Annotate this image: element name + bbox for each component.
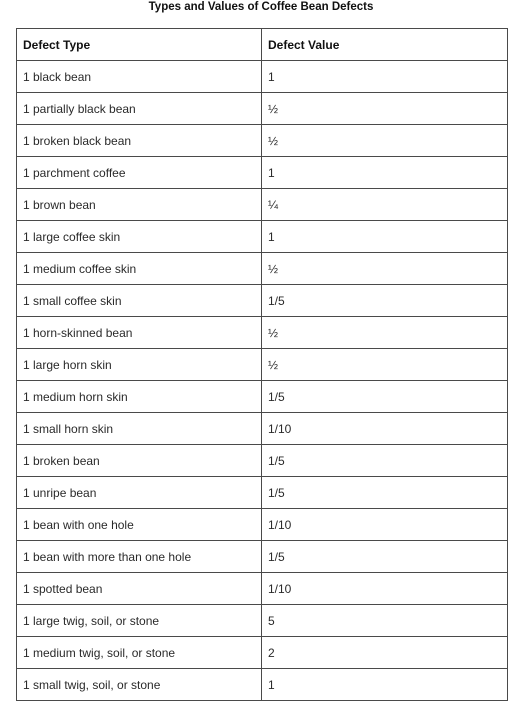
defect-type-cell: 1 spotted bean	[17, 573, 262, 605]
defect-type-cell: 1 bean with more than one hole	[17, 541, 262, 573]
defect-value-cell: 1	[262, 157, 508, 189]
table-row	[17, 477, 508, 509]
defect-type-cell: 1 bean with one hole	[17, 509, 262, 541]
defect-value-cell: 1/5	[262, 541, 508, 573]
header-defect-type: Defect Type	[17, 29, 262, 61]
defect-value-cell: 1/5	[262, 285, 508, 317]
defect-type-cell: 1 broken black bean	[17, 125, 262, 157]
defect-type-cell: 1 large horn skin	[17, 349, 262, 381]
table-row	[17, 381, 508, 413]
table-row	[17, 413, 508, 445]
table-row	[17, 93, 508, 125]
defect-type-cell: 1 unripe bean	[17, 477, 262, 509]
defect-value-cell: ½	[262, 317, 508, 349]
defect-value-cell: 1/10	[262, 573, 508, 605]
table-row	[17, 509, 508, 541]
defect-type-cell: 1 small coffee skin	[17, 285, 262, 317]
table-row	[17, 541, 508, 573]
table-row	[17, 349, 508, 381]
defect-type-cell: 1 large twig, soil, or stone	[17, 605, 262, 637]
defect-value-cell: 1/5	[262, 477, 508, 509]
defect-value-cell: ½	[262, 93, 508, 125]
table-head	[17, 29, 508, 61]
table-caption: Types and Values of Coffee Bean Defects	[148, 1, 374, 13]
table-row	[17, 445, 508, 477]
defect-value-cell: 1	[262, 669, 508, 701]
defect-type-cell: 1 partially black bean	[17, 93, 262, 125]
header-row	[17, 29, 508, 61]
table-row	[17, 669, 508, 701]
defect-type-cell: 1 small horn skin	[17, 413, 262, 445]
defect-value-cell: 1	[262, 61, 508, 93]
table-row	[17, 189, 508, 221]
table-row	[17, 157, 508, 189]
defect-value-cell: 1/10	[262, 509, 508, 541]
table-row	[17, 253, 508, 285]
defect-value-cell: 1/5	[262, 381, 508, 413]
defect-value-cell: ½	[262, 349, 508, 381]
table-row	[17, 573, 508, 605]
defect-type-cell: 1 horn-skinned bean	[17, 317, 262, 349]
table-row	[17, 285, 508, 317]
defect-value-cell: 1/10	[262, 413, 508, 445]
defect-type-cell: 1 medium horn skin	[17, 381, 262, 413]
defect-type-cell: 1 medium twig, soil, or stone	[17, 637, 262, 669]
defect-type-cell: 1 medium coffee skin	[17, 253, 262, 285]
table-row	[17, 605, 508, 637]
defect-value-cell: 2	[262, 637, 508, 669]
defect-type-cell: 1 black bean	[17, 61, 262, 93]
table-body	[17, 61, 508, 701]
defect-type-cell: 1 small twig, soil, or stone	[17, 669, 262, 701]
defect-value-cell: ½	[262, 125, 508, 157]
defect-type-cell: 1 broken bean	[17, 445, 262, 477]
table-row	[17, 637, 508, 669]
table-row	[17, 125, 508, 157]
defect-value-cell: 1	[262, 221, 508, 253]
header-defect-value: Defect Value	[262, 29, 508, 61]
defect-value-cell: ¼	[262, 189, 508, 221]
defect-value-cell: 5	[262, 605, 508, 637]
defect-value-cell: 1/5	[262, 445, 508, 477]
defects-table	[16, 28, 508, 701]
table-row	[17, 221, 508, 253]
defect-type-cell: 1 large coffee skin	[17, 221, 262, 253]
table-row	[17, 317, 508, 349]
defect-type-cell: 1 parchment coffee	[17, 157, 262, 189]
table-row	[17, 61, 508, 93]
defect-value-cell: ½	[262, 253, 508, 285]
defect-type-cell: 1 brown bean	[17, 189, 262, 221]
